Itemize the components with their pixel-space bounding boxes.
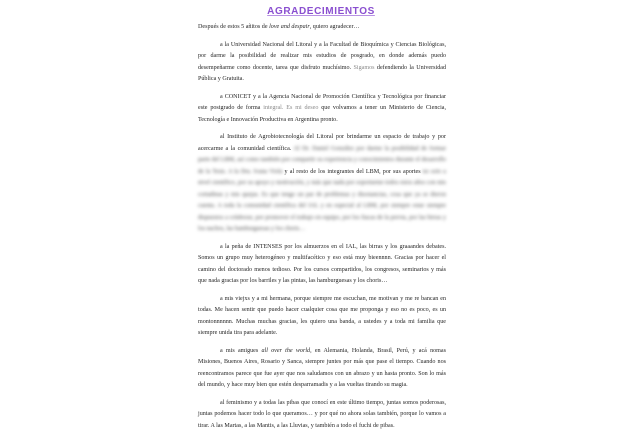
- paragraph-faded-text: Sigamos: [354, 65, 375, 71]
- paragraph-text: , quiero agradecer…: [310, 24, 360, 30]
- paragraph-text: al feminismo y a todas las pibas que conocí en este último tiempo, juntas somos poderosas, juntas podemos hacer todo lo que queramos… y por qué no ahora solas también, porque lo vamos a tirar. A las Martas, a las Mantis, a las Lluvias, y también a todo el fuchi de pibas.: [198, 400, 446, 429]
- paragraph-text: a mis amigues: [220, 348, 261, 354]
- paragraph-faded-text: integral. Es mi deseo: [263, 105, 318, 111]
- paragraph-friends: [198, 346, 446, 392]
- paragraph-text: a la peña de INTENSES por los almuerzos en el IAL, las birras y los graaandes debates. Somos un grupo muy heterogéneo y multifacético y eso está muy bieennnn. Gracias por hacer el camino del doctorado menos tedioso. Por los cursos compartidos, los congresos, seminarios y más que nada gracias por los barriles y las pintas, las hamburguesas y los choris…: [198, 244, 446, 285]
- paragraph-university: [198, 40, 446, 86]
- paragraph-blurred-text: Al Dr. Daniel González por darme la posibilidad de formar parte del LBM, así como también por compartir su experiencia y conocimientos durante el desarrollo de la Tesis. A la Dra. Ivana Viola: [198, 146, 446, 175]
- paragraph-blurred-text: no solo a nivel científico, por su apoyo y motivación, y más que nada por soportarme todos estos años con mis cortadinas y mis quejas. Es que tengo un par de problemas y disonancias, cosa que ya se dieron cuenta. A toda la comunidad científica del IAL y en especial al LBM, por siempre estar siempre dispuestos a colaborar, por promover el trabajo en equipo, por los fiacas de la previa, por las birras y los nachos, las hamburguesas y los choris…: [198, 169, 446, 233]
- paragraph-feminism: [198, 398, 446, 432]
- paragraph-family: [198, 294, 446, 340]
- paragraph-text: al Instituto de Agrobiotecnología del Litoral por brindarme un espacio de trabajo y por acercarme a la comunidad científica.: [198, 134, 446, 152]
- paragraph-text: que volvamos a tener un Ministerio de Ciencia, Tecnología e Innovación Productiva en Argentina pronto.: [198, 105, 446, 123]
- paragraph-text: a la Universidad Nacional del Litoral y a la Facultad de Bioquímica y Ciencias Biológicas, por darme la posibilidad de realizar mis estudios de posgrado, en donde además puedo desempeñarme como docente, tarea que disfruto muchísimo.: [198, 42, 446, 71]
- paragraph-institute: [198, 132, 446, 236]
- paragraph-text: y al resto de los integrantes del LBM, por sus aportes: [282, 169, 422, 175]
- paragraph-intro: [198, 22, 446, 34]
- paragraph-text: defendiendo la Universidad Pública y Gratuita.: [198, 65, 446, 83]
- paragraph-text: a CONICET y a la Agencia Nacional de Promoción Científica y Tecnológica por financiar este postgrado de forma: [198, 94, 446, 112]
- paragraph-text: Después de estos 5 añitos de: [198, 24, 269, 30]
- paragraph-text: a mis viejxs y a mi hermana, porque siempre me escuchan, me motivan y me re bancan en todas. Me hacen sentir que puedo hacer cualquier cosa que me proponga y eso no es poco, es un montonnnnnn. Muchas muchas gracias, les quiero una banda, a ustedes y a toda mi familia que siempre unida tira para adelante.: [198, 296, 446, 337]
- acknowledgements-body: [198, 22, 446, 432]
- paragraph-intenses: [198, 242, 446, 288]
- paragraph-text: , en Alemania, Holanda, Brasil, Perú, y acá nomas Misiones, Buenos Aires, Rosario y Sanca, siempre juntes por más que pase el tiempo. Cuando nos reencontramos parece que fue ayer que nos saludamos con un abrazo y un hasta pronto. Son lo más del mundo, y hace muy bien que estén desparramadis y a las vueltas tirando su magia.: [198, 348, 446, 389]
- page-title: AGRADECIMIENTOS: [0, 6, 642, 17]
- paragraph-conicet: [198, 92, 446, 127]
- paragraph-emphasis: all over the world: [261, 348, 310, 354]
- paragraph-emphasis: love and despair: [269, 24, 310, 30]
